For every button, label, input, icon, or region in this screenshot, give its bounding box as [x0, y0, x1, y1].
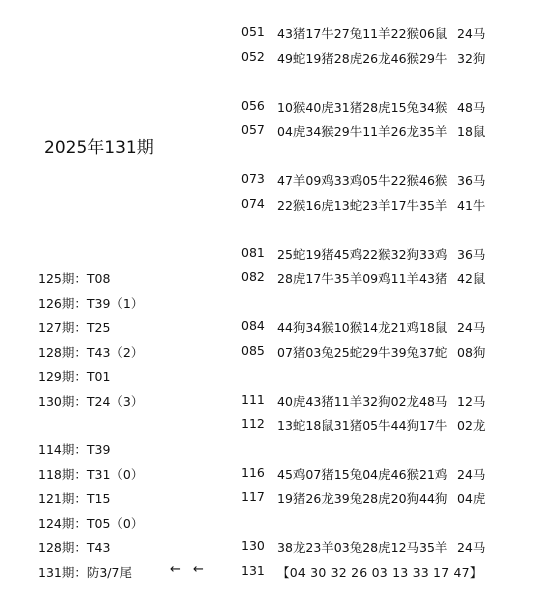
row-sequence: 【04 30 32 26 03 13 33 17 47】 [277, 565, 483, 580]
row-sequence: 28虎17牛35羊09鸡11羊43猪 [277, 271, 448, 286]
row-result: 36马 [457, 173, 486, 188]
history-item: 131期：防3/7尾 [38, 565, 132, 580]
row-sequence: 38龙23羊03兔28虎12马35羊 [277, 540, 448, 555]
row-result: 36马 [457, 247, 486, 262]
row-code: 116 [241, 465, 265, 480]
history-item: 121期：T15 [38, 491, 111, 506]
row-result: 08狗 [457, 345, 486, 360]
row-sequence: 43猪17牛27兔11羊22猴06鼠 [277, 26, 448, 41]
history-item: 130期：T24（3） [38, 394, 144, 409]
row-sequence: 47羊09鸡33鸡05牛22猴46猴 [277, 173, 448, 188]
left-arrows-icon: ← ← [170, 562, 208, 577]
row-result: 24马 [457, 26, 486, 41]
row-code: 084 [241, 318, 265, 333]
row-sequence: 04虎34猴29牛11羊26龙35羊 [277, 124, 448, 139]
row-sequence: 13蛇18鼠31猪05牛44狗17牛 [277, 418, 448, 433]
row-result: 24马 [457, 467, 486, 482]
history-item: 124期：T05（0） [38, 516, 144, 531]
history-item: 114期：T39 [38, 442, 111, 457]
row-code: 131 [241, 563, 265, 578]
row-result: 41牛 [457, 198, 486, 213]
history-item: 127期：T25 [38, 320, 111, 335]
row-code: 112 [241, 416, 265, 431]
row-code: 085 [241, 343, 265, 358]
row-code: 051 [241, 24, 265, 39]
row-code: 117 [241, 489, 265, 504]
row-result: 12马 [457, 394, 486, 409]
row-result: 42鼠 [457, 271, 486, 286]
row-sequence: 44狗34猴10猴14龙21鸡18鼠 [277, 320, 448, 335]
row-code: 057 [241, 122, 265, 137]
row-sequence: 19猪26龙39兔28虎20狗44狗 [277, 491, 448, 506]
row-code: 073 [241, 171, 265, 186]
row-result: 48马 [457, 100, 486, 115]
row-result: 18鼠 [457, 124, 486, 139]
row-result: 24马 [457, 320, 486, 335]
row-code: 082 [241, 269, 265, 284]
row-code: 052 [241, 49, 265, 64]
row-code: 074 [241, 196, 265, 211]
history-item: 125期：T08 [38, 271, 111, 286]
history-item: 128期：T43 [38, 540, 111, 555]
history-item: 129期：T01 [38, 369, 111, 384]
row-sequence: 25蛇19猪45鸡22猴32狗33鸡 [277, 247, 448, 262]
page-title: 2025年131期 [44, 138, 154, 158]
history-item: 128期：T43（2） [38, 345, 144, 360]
history-item: 126期：T39（1） [38, 296, 144, 311]
row-result: 02龙 [457, 418, 486, 433]
row-result: 32狗 [457, 51, 486, 66]
row-sequence: 07猪03兔25蛇29牛39兔37蛇 [277, 345, 448, 360]
row-sequence: 45鸡07猪15兔04虎46猴21鸡 [277, 467, 448, 482]
history-item: 118期：T31（0） [38, 467, 144, 482]
row-sequence: 49蛇19猪28虎26龙46猴29牛 [277, 51, 448, 66]
row-sequence: 10猴40虎31猪28虎15兔34猴 [277, 100, 448, 115]
row-code: 056 [241, 98, 265, 113]
row-result: 24马 [457, 540, 486, 555]
row-code: 130 [241, 538, 265, 553]
row-sequence: 22猴16虎13蛇23羊17牛35羊 [277, 198, 448, 213]
row-sequence: 40虎43猪11羊32狗02龙48马 [277, 394, 448, 409]
row-result: 04虎 [457, 491, 486, 506]
row-code: 111 [241, 392, 265, 407]
row-code: 081 [241, 245, 265, 260]
